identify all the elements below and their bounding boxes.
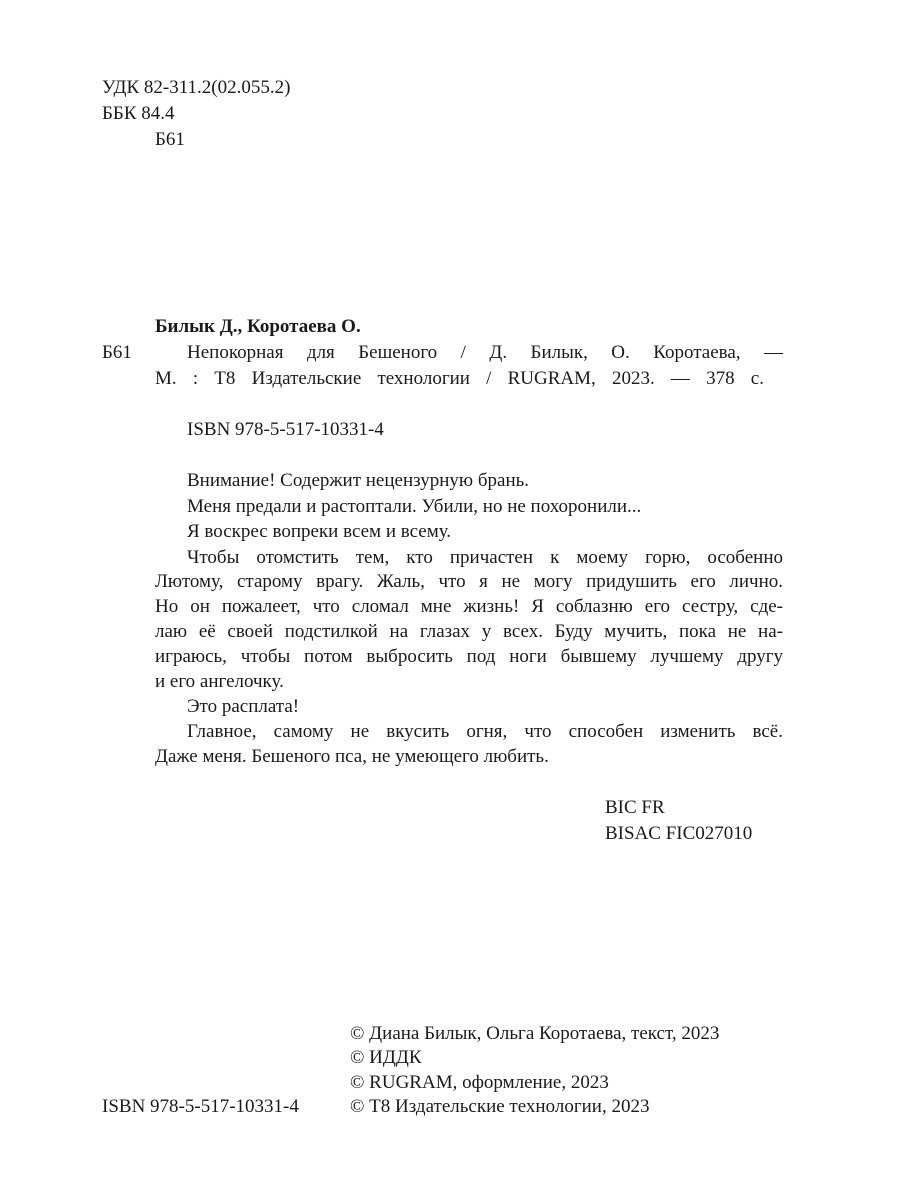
annotation-line: лаю её своей подстилкой на глазах у всех. Буду мучить, пока не на- <box>155 621 783 642</box>
bic-code: BIC FR <box>605 797 665 818</box>
udk-code: УДК 82-311.2(02.055.2) <box>102 77 291 98</box>
catalog-mark: Б61 <box>102 342 132 363</box>
annotation-line: Но он пожалеет, что сломал мне жизнь! Я соблазню его сестру, сде- <box>155 596 783 617</box>
annotation-line: Главное, самому не вкусить огня, что способен изменить всё. <box>187 721 783 742</box>
catalog-title-line: Непокорная для Бешеного / Д. Билык, О. Коротаева, — <box>187 342 783 363</box>
bbk-code: ББК 84.4 <box>102 103 175 124</box>
footer-isbn: ISBN 978-5-517-10331-4 <box>102 1096 299 1117</box>
annotation-line: Чтобы отомстить тем, кто причастен к моему горю, особенно <box>187 547 783 568</box>
bisac-code: BISAC FIC027010 <box>605 823 753 844</box>
copyright-line: © Т8 Издательские технологии, 2023 <box>350 1096 650 1117</box>
authors: Билык Д., Коротаева О. <box>155 316 361 337</box>
annotation-line: Даже меня. Бешеного пса, не умеющего любить. <box>155 746 549 767</box>
copyright-line: © ИДДК <box>350 1047 422 1068</box>
catalog-isbn: ISBN 978-5-517-10331-4 <box>187 419 384 440</box>
annotation-line: Внимание! Содержит нецензурную брань. <box>187 470 530 491</box>
annotation-line: и его ангелочку. <box>155 671 284 692</box>
annotation-line: Я воскрес вопреки всем и всему. <box>187 521 452 542</box>
catalog-publication-line: М. : Т8 Издательские технологии / RUGRAM, 2023. — 378 с. <box>155 368 764 389</box>
annotation-line: играюсь, чтобы потом выбросить под ноги бывшему лучшему другу <box>155 646 783 667</box>
copyright-line: © RUGRAM, оформление, 2023 <box>350 1072 609 1093</box>
copyright-line: © Диана Билык, Ольга Коротаева, текст, 2023 <box>350 1023 720 1044</box>
annotation-line: Меня предали и растоптали. Убили, но не похоронили... <box>187 496 642 517</box>
annotation-line: Лютому, старому врагу. Жаль, что я не могу придушить его лично. <box>155 571 783 592</box>
annotation-line: Это расплата! <box>187 696 300 717</box>
author-mark: Б61 <box>155 129 185 150</box>
